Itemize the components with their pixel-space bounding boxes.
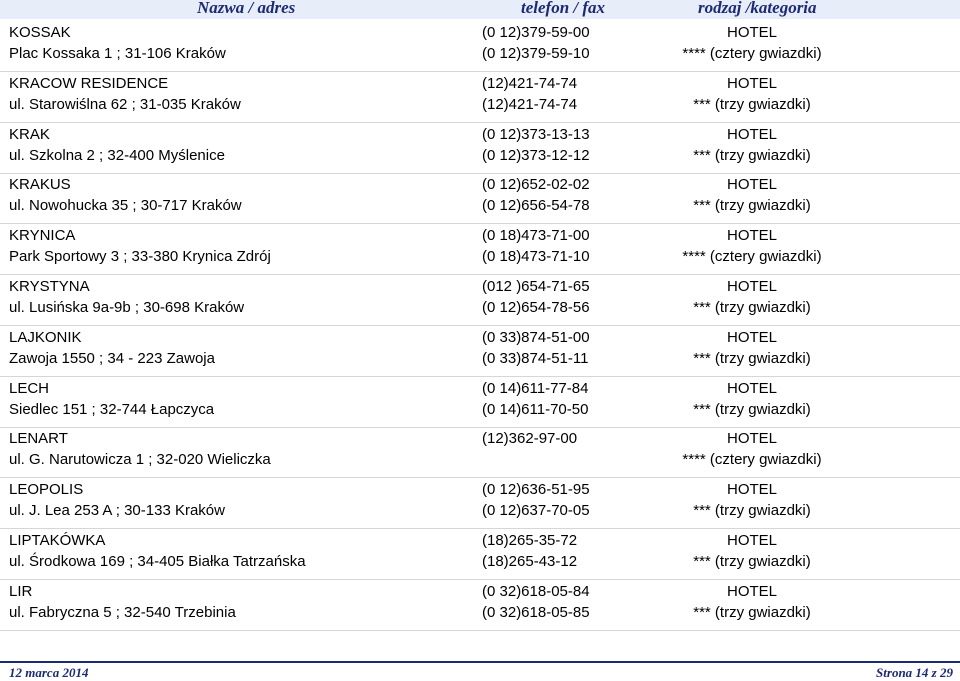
hotel-phone: (012 )654-71-65 [482,278,590,295]
hotel-name: LECH [9,379,50,397]
hotel-address: ul. Starowiślna 62 ; 31-035 Kraków [9,95,241,113]
hotel-category: **** (cztery gwiazdki) [682,451,822,469]
page-footer [0,663,960,679]
hotel-phone: (18)265-35-72 [482,532,578,549]
hotel-name: KOSSAK [9,24,71,41]
hotel-fax: (0 33)874-51-11 [482,349,589,367]
column-header [0,0,960,19]
hotel-entry [0,326,960,377]
hotel-category: *** (trzy gwiazdki) [693,553,811,570]
hotel-name: KRYSTYNA [9,278,90,295]
hotel-fax: (0 18)473-71-10 [482,248,590,266]
hotel-address: ul. Lusińska 9a-9b ; 30-698 Kraków [9,299,245,316]
hotel-category: **** (cztery gwiazdki) [682,45,822,62]
hotel-type: HOTEL [726,430,777,448]
hotel-entry [0,173,960,224]
hotel-category: *** (trzy gwiazdki) [693,95,811,113]
hotel-address: ul. G. Narutowicza 1 ; 32-020 Wieliczka [9,451,271,469]
hotel-name: LIPTAKÓWKA [9,532,106,549]
entry-line-1 [0,22,960,44]
hotel-fax: (0 12)637-70-05 [482,502,590,520]
hotel-type: HOTEL [726,481,777,499]
hotel-type: HOTEL [726,74,777,92]
hotel-name: LAJKONIK [9,328,82,346]
hotel-address: ul. Środkowa 169 ; 34-405 Białka Tatrzańska [9,553,306,570]
entry-line-2 [0,94,960,116]
hotel-type: HOTEL [726,227,777,245]
entry-line-1 [0,378,960,400]
hotel-address: ul. Nowohucka 35 ; 30-717 Kraków [9,197,242,215]
entry-line-2 [0,145,960,167]
hotel-fax: (0 14)611-70-50 [482,400,589,418]
entry-line-1 [0,73,960,95]
hotel-entry [0,427,960,478]
hotel-phone: (0 14)611-77-84 [482,379,589,397]
hotel-phone: (12)421-74-74 [482,74,578,92]
hotel-category: *** (trzy gwiazdki) [693,299,811,316]
hotel-type: HOTEL [726,125,777,143]
hotel-fax: (0 12)379-59-10 [482,45,590,62]
hotel-address: Zawoja 1550 ; 34 - 223 Zawoja [9,349,215,367]
entry-line-2 [0,500,960,522]
header-phone-fax: telefon / fax [521,0,606,17]
header-type-category: rodzaj /kategoria [698,0,817,17]
hotel-address: Park Sportowy 3 ; 33-380 Krynica Zdrój [9,248,271,266]
entry-line-1 [0,428,960,450]
hotel-address: ul. Fabryczna 5 ; 32-540 Trzebinia [9,603,236,621]
hotel-category: *** (trzy gwiazdki) [693,349,811,367]
entry-line-2 [0,195,960,217]
hotel-category: **** (cztery gwiazdki) [682,248,822,266]
entry-line-2 [0,449,960,471]
hotel-fax: (0 12)373-12-12 [482,146,590,164]
hotel-name: KRAK [9,125,50,143]
hotel-type: HOTEL [726,278,777,295]
hotel-fax: (0 12)654-78-56 [482,299,590,316]
hotel-type: HOTEL [726,328,777,346]
hotel-type: HOTEL [726,582,777,600]
hotel-name: LEOPOLIS [9,481,84,499]
hotel-entry [0,377,960,428]
hotel-phone: (0 12)379-59-00 [482,24,590,41]
hotel-category: *** (trzy gwiazdki) [693,603,811,621]
hotel-type: HOTEL [726,532,777,549]
entry-line-2 [0,43,960,65]
entry-line-1 [0,530,960,552]
hotel-type: HOTEL [726,24,777,41]
hotel-name: KRYNICA [9,227,76,245]
entry-line-1 [0,581,960,603]
hotel-phone: (0 33)874-51-00 [482,328,590,346]
hotel-phone: (0 12)652-02-02 [482,176,590,194]
entry-line-1 [0,327,960,349]
hotel-entry [0,580,960,631]
footer-page-number: Strona 14 z 29 [876,665,953,680]
hotel-address: ul. J. Lea 253 A ; 30-133 Kraków [9,502,225,520]
hotel-address: Siedlec 151 ; 32-744 Łapczyca [9,400,215,418]
hotel-fax: (0 12)656-54-78 [482,197,590,215]
hotel-entry [0,478,960,529]
hotel-phone: (0 18)473-71-00 [482,227,590,245]
entry-line-2 [0,399,960,421]
hotel-name: KRACOW RESIDENCE [9,74,169,92]
hotel-entry [0,529,960,580]
entry-line-2 [0,551,960,573]
footer-date: 12 marca 2014 [9,665,89,680]
entry-line-1 [0,479,960,501]
entry-line-1 [0,225,960,247]
hotel-name: LIR [9,582,33,600]
hotel-address: Plac Kossaka 1 ; 31-106 Kraków [9,45,226,62]
hotel-phone: (0 12)636-51-95 [482,481,590,499]
hotel-entry [0,21,960,72]
hotel-category: *** (trzy gwiazdki) [693,197,811,215]
entry-line-2 [0,348,960,370]
hotel-type: HOTEL [726,379,777,397]
hotel-phone: (12)362-97-00 [482,430,578,448]
entry-line-1 [0,276,960,298]
hotel-entry [0,123,960,174]
hotel-entry [0,72,960,123]
hotel-category: *** (trzy gwiazdki) [693,146,811,164]
hotel-name: LENART [9,430,68,448]
hotel-entry [0,224,960,275]
hotel-type: HOTEL [726,176,777,194]
entry-line-2 [0,602,960,624]
entry-line-1 [0,124,960,146]
hotel-fax: (18)265-43-12 [482,553,578,570]
hotel-name: KRAKUS [9,176,71,194]
header-name-address: Nazwa / adres [197,0,296,17]
hotel-phone: (0 32)618-05-84 [482,582,590,600]
entry-line-2 [0,297,960,319]
hotel-category: *** (trzy gwiazdki) [693,502,811,520]
hotel-category: *** (trzy gwiazdki) [693,400,811,418]
hotel-entry [0,275,960,326]
hotel-phone: (0 12)373-13-13 [482,125,590,143]
hotel-fax: (12)421-74-74 [482,95,578,113]
entry-line-2 [0,246,960,268]
hotel-fax: (0 32)618-05-85 [482,603,590,621]
hotel-address: ul. Szkolna 2 ; 32-400 Myślenice [9,146,225,164]
entry-line-1 [0,174,960,196]
